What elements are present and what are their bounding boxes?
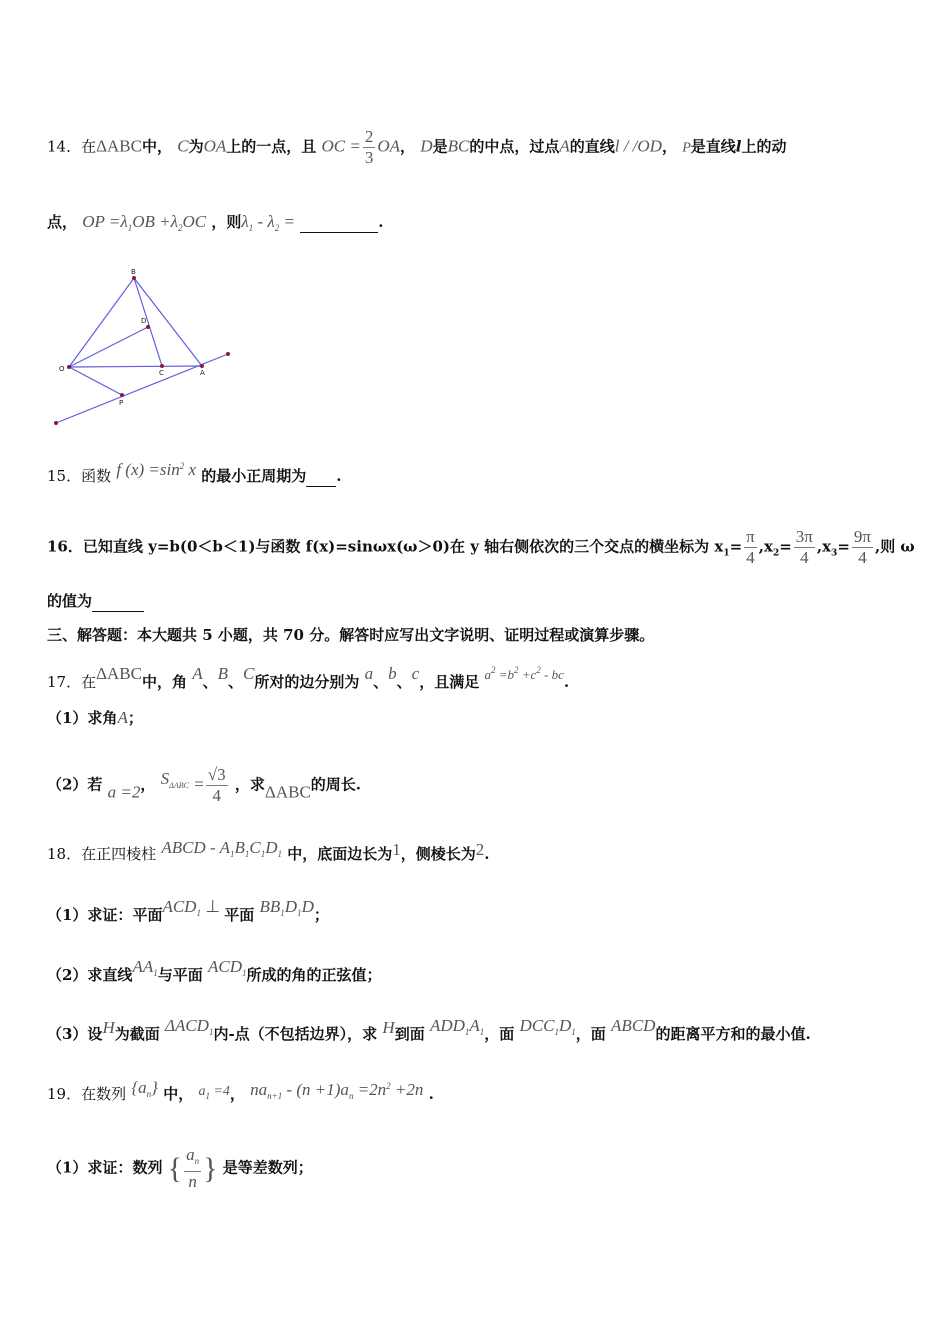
vector-equation: OP $=\lambda_1OB +\lambda_2OC$ — [82, 212, 207, 233]
answer-blank — [306, 466, 336, 487]
fraction-an-over-n: $\frac{a_n}{n}$ — [186, 1145, 200, 1191]
fraction-two-thirds: $\frac{2}{3}$ — [364, 127, 374, 167]
fraction-9pi-over-4: $\frac{9\pi}{4}$ — [853, 527, 871, 567]
answer-blank — [92, 591, 144, 612]
point-D — [146, 325, 150, 329]
point-B — [132, 276, 136, 280]
q17-stem: 17．在ΔABC中，角 A、B、C所对的边分别为 a、b、c，且满足 $a^2 =b^2 +c^2$ - bc. — [47, 664, 570, 691]
segment-BC — [134, 278, 162, 366]
fraction-3pi-over-4: $\frac{3\pi}{4}$ — [795, 527, 813, 567]
q16-line-1: 16．已知直线 y=b(0＜b＜1)与函数 f(x)=sinωx(ω＞0)在 y 轴右侧依次的三个交点的横坐标为 $x_1=$ $\frac{\pi}{4}$ $,x_2=$ $\frac{3\pi}{4}$ $,x_3=$ $\frac{9\pi}{4}$ ,则 ω — [47, 527, 915, 567]
label-C: C — [159, 369, 164, 377]
segment-OA — [69, 366, 202, 367]
q15: 15．函数 f $(x) =\sin^2$ x 的最小正周期为 . — [47, 460, 342, 485]
label-A: A — [200, 369, 205, 377]
q14-line-2: 点， OP $=\lambda_1OB +\lambda_2OC$ ，则$\lambda_1 - \lambda_2$ = . — [47, 212, 384, 233]
point-P — [120, 393, 124, 397]
point-C — [160, 364, 164, 368]
point-A — [200, 364, 204, 368]
segment-OB — [69, 278, 134, 367]
label-D: D — [141, 317, 147, 325]
label-O: O — [59, 365, 65, 373]
fraction-pi-over-4: $\frac{\pi}{4}$ — [746, 527, 755, 567]
q17-part-2: （2）若 a =2， $S_{\Delta ABC}$ = $\frac{√3}{4}$ ，求ΔABC的周长. — [47, 765, 362, 805]
label-P: P — [119, 399, 124, 407]
q17-part-1: （1）求角A； — [47, 708, 143, 727]
q19-stem: 19．在数列 $\{a_n\}$ 中， $a_1 =4$， $na_{n+1} - (n +1)a_n =2n^2 +2n$ . — [47, 1078, 434, 1103]
section-3-header: 三、解答题：本大题共 5 小题，共 70 分。解答时应写出文字说明、证明过程或演算步骤。 — [47, 626, 655, 644]
q18-part-3: （3）设H为截面 $\Delta ACD_1$内-点（不包括边界），求 H到面 $ADD_1A_1$，面 $DCC_1D_1$，面 ABCD的距离平方和的最小值. — [47, 1016, 811, 1043]
point-O — [67, 365, 71, 369]
q16-line-2: 的值为 — [47, 591, 144, 612]
q14-line-1: 14．在ΔABC中， C为OA上的一点，且 OC = $\frac{2}{3}$ OA， D是BC的中点，过点A的直线l / /OD， P是直线l上的动 — [47, 127, 787, 167]
q18-stem: 18．在正四棱柱 ABCD - $A_1B_1C_1D_1$ 中，底面边长为1，侧棱长为2. — [47, 838, 490, 863]
segment-OP — [69, 367, 122, 395]
point-l-end1 — [54, 421, 58, 425]
label-B: B — [131, 268, 136, 276]
fraction-sqrt3-over-4: $\frac{√3}{4}$ — [207, 765, 226, 805]
q19-part-1: （1）求证：数列 { $\frac{a_n}{n}$ } 是等差数列； — [47, 1145, 313, 1191]
q18-part-1: （1）求证：平面$ACD_1$ ⊥ 平面 $BB_1D_1D$； — [47, 897, 329, 924]
segment-OD — [69, 327, 148, 367]
point-l-end2 — [226, 352, 230, 356]
geometry-figure — [50, 265, 240, 430]
q18-part-2: （2）求直线$AA_1$与平面 $ACD_1$所成的角的正弦值； — [47, 957, 382, 984]
answer-blank — [300, 212, 378, 233]
